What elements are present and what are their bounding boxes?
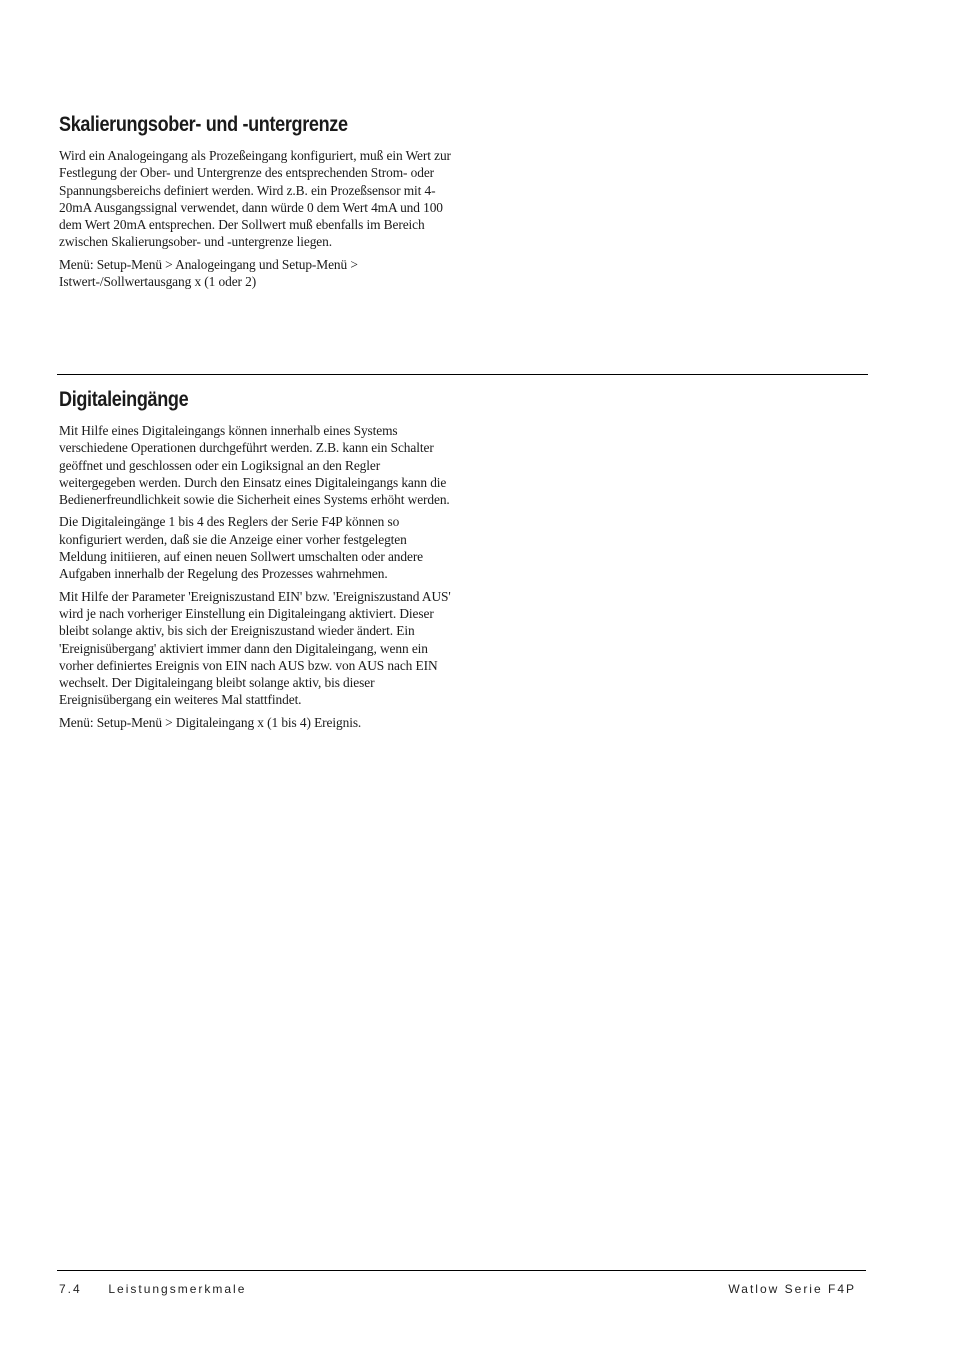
body-paragraph: Mit Hilfe der Parameter 'Ereigniszustand EIN' bzw. 'Ereigniszustand AUS' wird je nach vorheriger Einstellung ein Digitaleingang aktiviert. Dieser bleibt solange aktiv, bis sich der Ereigniszustand wieder ändert. Ein 'Ereignisübergang' aktiviert immer dann den Digitaleingang, wenn ein vorher definiertes Ereignis von EIN nach AUS bzw. von AUS nach EIN wechselt. Der Digitaleingang bleibt solange aktiv, bis dieser Ereignisübergang ein weiteres Mal stattfindet. [59,588,451,708]
section-scaling-limits [59,113,451,295]
body-paragraph: Wird ein Analogeingang als Prozeßeingang konfiguriert, muß ein Wert zur Festlegung der Ober- und Untergrenze des entsprechenden Strom- oder Spannungsbereichs definiert werden. Wird z.B. ein Prozeßsensor mit 4-20mA Ausgangssignal verwendet, dann würde 0 dem Wert 4mA und 100 dem Wert 20mA entsprechen. Der Sollwert muß ebenfalls im Bereich zwischen Skalierungsober- und -untergrenze liegen. [59,148,451,250]
section-heading: Digitaleingänge [59,388,189,411]
body-paragraph: Mit Hilfe eines Digitaleingangs können innerhalb eines Systems verschiedene Operationen durchgeführt werden. Z.B. kann ein Schalter geöffnet und geschlossen oder ein Logiksignal an den Regler weitergegeben werden. Durch den Einsatz eines Digitaleingangs kann die Bedienerfreundlichkeit sowie die Sicherheit eines Systems erhöht werden. [59,423,450,508]
section-divider [57,374,868,375]
section-digital-inputs [59,388,451,736]
section-heading: Skalierungsober- und -untergrenze [59,113,348,136]
body-paragraph: Die Digitaleingänge 1 bis 4 des Reglers der Serie F4P können so konfiguriert werden, daß sie die Anzeige einer vorher festgelegten Meldung initiieren, auf einen neuen Sollwert umschalten oder andere Aufgaben innerhalb der Regelung des Prozesses wahrnehmen. [59,514,424,582]
menu-path-paragraph: Menü: Setup-Menü > Analogeingang und Setup-Menü > Istwert-/Sollwertausgang x (1 oder 2) [59,256,358,290]
footer-page-label: 7.4 Leistungsmerkmale [59,1282,247,1296]
footer-product-name: Watlow Serie F4P [728,1282,856,1296]
footer-rule [57,1270,866,1271]
menu-path-paragraph: Menü: Setup-Menü > Digitaleingang x (1 bis 4) Ereignis. [59,714,362,730]
